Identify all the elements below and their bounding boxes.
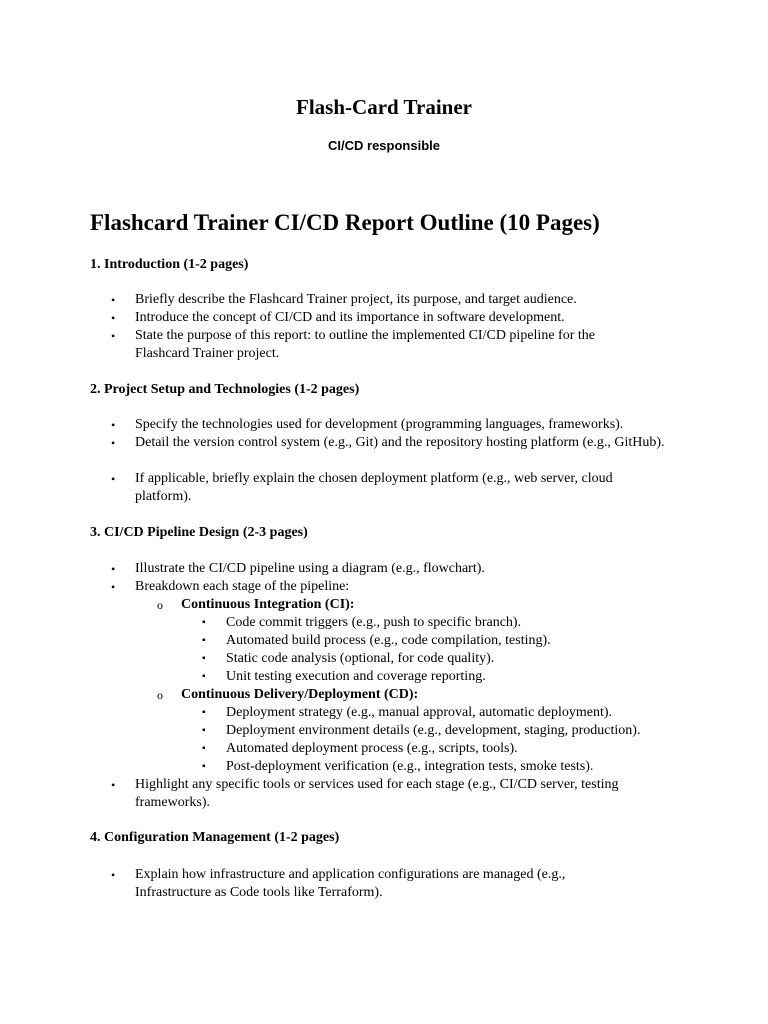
list-item-text: Illustrate the CI/CD pipeline using a diagram (e.g., flowchart). (135, 561, 485, 576)
nested-list-item (202, 614, 706, 632)
list-item-text: Explain how infrastructure and application configurations are managed (e.g., Infrastructure as Code tools like Terraform). (135, 867, 566, 900)
list-item-text: If applicable, briefly explain the chosen deployment platform (e.g., web server, cloud platform). (135, 471, 613, 504)
bullet-marker: • (111, 329, 116, 343)
circle-marker: o (157, 598, 163, 612)
list-item-text: Deployment environment details (e.g., development, staging, production). (226, 723, 641, 738)
document-subtitle: CI/CD responsible (328, 138, 440, 153)
circle-marker: o (157, 688, 163, 702)
list-item-text: Detail the version control system (e.g., Git) and the repository hosting platform (e.g., GitHub). (135, 435, 665, 450)
subsection-label: Continuous Delivery/Deployment (CD): (181, 687, 419, 702)
list-item (111, 560, 680, 578)
list-item-text: Automated build process (e.g., code compilation, testing). (226, 633, 551, 648)
bullet-marker: • (111, 868, 116, 882)
list-item (111, 866, 605, 902)
square-marker: ▪ (202, 635, 206, 646)
list-item-text: State the purpose of this report: to outline the implemented CI/CD pipeline for the Flashcard Trainer project. (135, 328, 595, 361)
list-item-text: Breakdown each stage of the pipeline: (135, 579, 350, 594)
list-item (111, 578, 680, 596)
square-marker: ▪ (202, 653, 206, 664)
square-marker: ▪ (202, 671, 206, 682)
list-item-text: Static code analysis (optional, for code quality). (226, 651, 495, 666)
section-heading-project-setup: 2. Project Setup and Technologies (1-2 pages) (90, 382, 360, 397)
nested-list-item (202, 632, 706, 650)
outline-title: Flashcard Trainer CI/CD Report Outline (10 Pages) (90, 210, 600, 235)
bullet-marker: • (111, 311, 116, 325)
nested-list-item (202, 668, 706, 686)
bullet-marker: • (111, 778, 116, 792)
bullet-marker: • (111, 472, 116, 486)
square-marker: ▪ (202, 725, 206, 736)
list-item-text: Highlight any specific tools or services used for each stage (e.g., CI/CD server, testing frameworks). (135, 777, 619, 810)
list-item-text: Specify the technologies used for development (programming languages, frameworks). (135, 417, 624, 432)
nested-list-item (202, 758, 706, 776)
square-marker: ▪ (202, 761, 206, 772)
square-marker: ▪ (202, 707, 206, 718)
list-item (111, 327, 635, 363)
list-item-text: Post-deployment verification (e.g., integration tests, smoke tests). (226, 759, 594, 774)
sublist-item-ci (157, 596, 681, 614)
list-item-text: Unit testing execution and coverage reporting. (226, 669, 486, 684)
section-heading-pipeline-design: 3. CI/CD Pipeline Design (2-3 pages) (90, 525, 308, 540)
nested-list-item (202, 704, 706, 722)
list-item-text: Briefly describe the Flashcard Trainer project, its purpose, and target audience. (135, 292, 577, 307)
square-marker: ▪ (202, 743, 206, 754)
bullet-marker: • (111, 436, 116, 450)
list-item (111, 291, 680, 309)
list-item-text: Automated deployment process (e.g., scripts, tools). (226, 741, 518, 756)
document-title: Flash-Card Trainer (296, 95, 472, 119)
section-heading-configuration: 4. Configuration Management (1-2 pages) (90, 830, 340, 845)
list-item-text: Introduce the concept of CI/CD and its importance in software development. (135, 310, 565, 325)
list-item (111, 434, 665, 452)
list-item (111, 470, 660, 506)
square-marker: ▪ (202, 617, 206, 628)
bullet-marker: • (111, 418, 116, 432)
bullet-marker: • (111, 293, 116, 307)
sublist-item-cd (157, 686, 681, 704)
nested-list-item (202, 722, 706, 740)
bullet-marker: • (111, 580, 116, 594)
section-heading-introduction: 1. Introduction (1-2 pages) (90, 257, 249, 272)
nested-list-item (202, 740, 706, 758)
bullet-marker: • (111, 562, 116, 576)
list-item (111, 776, 660, 812)
subsection-label: Continuous Integration (CI): (181, 597, 355, 612)
list-item-text: Code commit triggers (e.g., push to specific branch). (226, 615, 522, 630)
list-item (111, 309, 680, 327)
nested-list-item (202, 650, 706, 668)
list-item (111, 416, 695, 434)
list-item-text: Deployment strategy (e.g., manual approval, automatic deployment). (226, 705, 613, 720)
